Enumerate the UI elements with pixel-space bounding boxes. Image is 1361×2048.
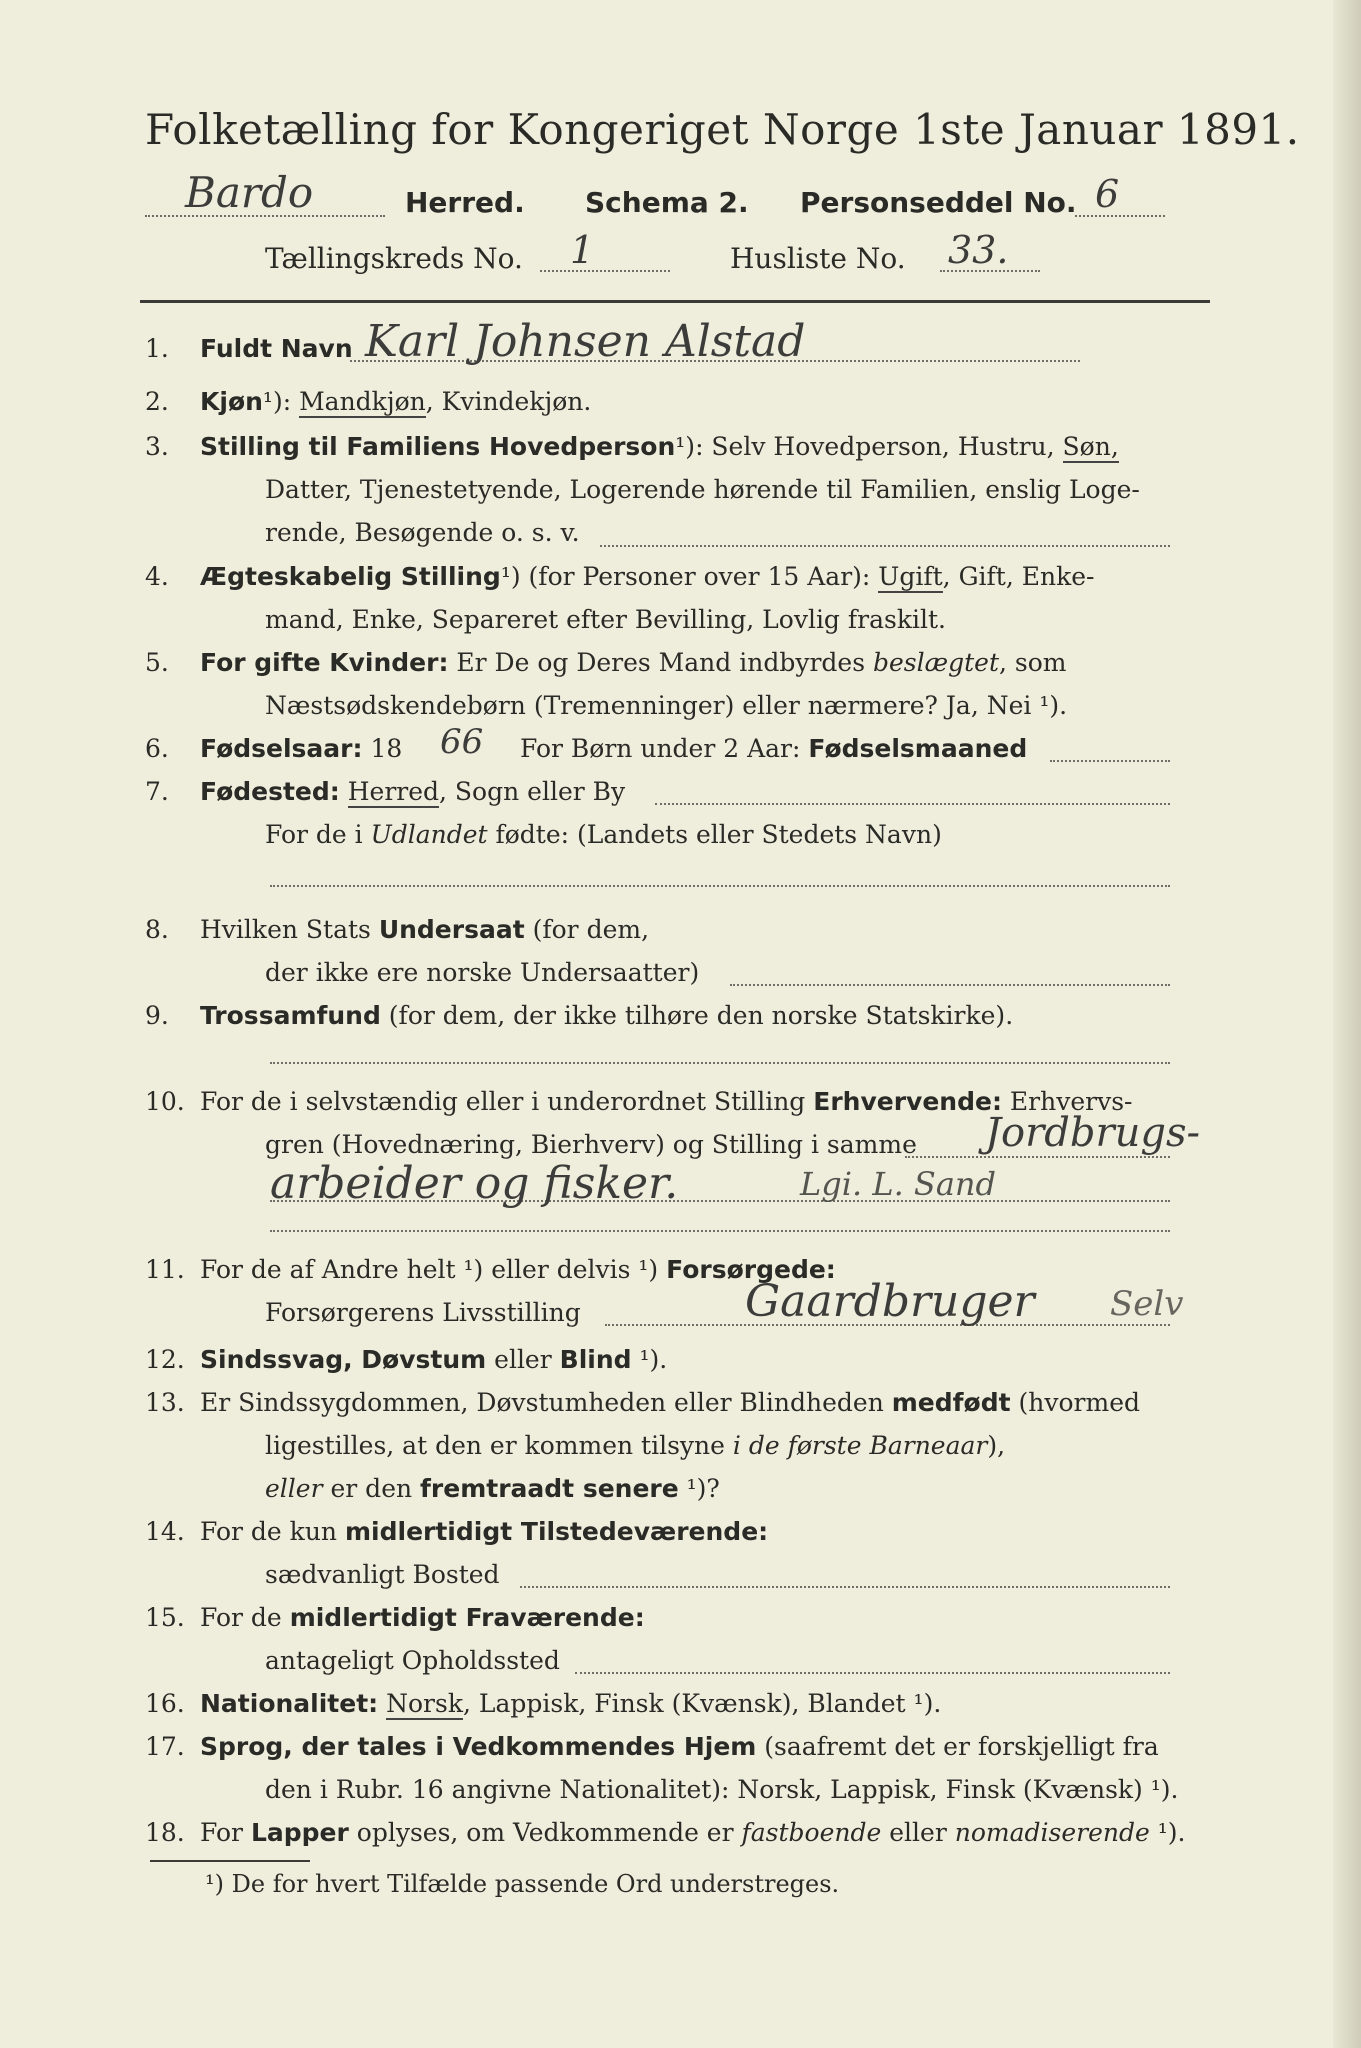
personseddel-label: Personseddel No. — [800, 186, 1077, 219]
question-text: ¹). — [1149, 1818, 1186, 1847]
item-3-line-2: Datter, Tjenestetyende, Logerende hørende til Familien, enslig Loge- — [265, 475, 1140, 504]
item-14 — [145, 1517, 768, 1547]
occupation-value-2: arbeider og fisker. — [270, 1158, 679, 1209]
occupation-value-3: Lgi. L. Sand — [800, 1165, 996, 1203]
selected-option: Ugift — [878, 562, 943, 591]
item-3-dotted-line — [600, 545, 1170, 547]
option-text: , Gift, Enke- — [942, 562, 1095, 591]
page-edge — [1333, 0, 1361, 2048]
item-8-line-2: der ikke ere norske Undersaatter) — [265, 958, 700, 987]
field-label: fremtraadt senere — [420, 1474, 679, 1503]
item-1 — [145, 334, 353, 364]
item-10-line-2: gren (Hovednæring, Bierhverv) og Stilling i samme — [265, 1130, 917, 1159]
footnote-mark: ¹) — [675, 432, 696, 461]
question-text: eller — [881, 1818, 955, 1847]
question-text: oplyses, om Vedkommende er — [348, 1818, 742, 1847]
question-text: Hvilken Stats — [200, 915, 379, 944]
selected-option: Mandkjøn — [299, 387, 426, 416]
item-13-line-2 — [145, 1431, 1005, 1461]
herred-value: Bardo — [185, 168, 314, 217]
item-3 — [145, 432, 1119, 462]
item-number: 3. — [145, 432, 169, 461]
occupation-value-1: Jordbrugs- — [985, 1110, 1200, 1156]
item-11-line-2: Forsørgerens Livsstilling — [265, 1298, 581, 1327]
emphasis-text: Udlandet — [370, 820, 488, 849]
item-number: 15. — [145, 1603, 185, 1632]
field-label: Stilling til Familiens Hovedperson — [200, 432, 676, 461]
item-4 — [145, 562, 1094, 592]
question-text: For de kun — [200, 1517, 345, 1546]
year-prefix: 18 — [362, 734, 403, 763]
item-number: 12. — [145, 1345, 185, 1374]
kreds-dotted-line — [540, 270, 670, 272]
emphasis-text: beslægtet — [873, 648, 1000, 677]
item-number: 10. — [145, 1087, 185, 1116]
question-text: fødte: (Landets eller Stedets Navn) — [487, 820, 942, 849]
question-text: eller — [486, 1345, 560, 1374]
option-text: , Sogn eller By — [439, 777, 626, 806]
husliste-label: Husliste No. — [730, 242, 906, 275]
question-text: For de i — [265, 820, 371, 849]
field-label: Trossamfund — [200, 1001, 381, 1030]
item-13-line-3 — [145, 1474, 720, 1504]
item-9 — [145, 1001, 1013, 1031]
item-11 — [145, 1255, 836, 1285]
field-label: Ægteskabelig Stilling — [200, 562, 501, 591]
question-text: For — [200, 1818, 251, 1847]
birthplace-dotted-line — [655, 803, 1170, 805]
field-label: medfødt — [891, 1388, 1011, 1417]
item-number: 8. — [145, 915, 169, 944]
personseddel-value: 6 — [1095, 172, 1120, 216]
birth-year-value: 66 — [440, 722, 484, 762]
field-label: Kjøn — [200, 387, 263, 416]
option-text: : Selv Hovedperson, Hustru, — [695, 432, 1063, 461]
question-text: For de af Andre helt ¹) eller delvis ¹) — [200, 1255, 667, 1284]
field-label: Undersaat — [378, 915, 525, 944]
question-text: (for dem, der ikke tilhøre den norske Statskirke). — [380, 1001, 1014, 1030]
question-text: ¹). — [631, 1345, 668, 1374]
field-label: Fødselsaar: — [200, 734, 363, 763]
option-text: , Kvindekjøn. — [425, 387, 592, 416]
item-8 — [145, 915, 649, 945]
field-label: Sindssvag, Døvstum — [200, 1345, 487, 1374]
selected-option: Herred — [347, 777, 440, 806]
citizenship-dotted-line — [730, 984, 1170, 986]
emphasis-text: fastboende — [741, 1818, 882, 1847]
question-text: Er De og Deres Mand indbyrdes — [448, 648, 873, 677]
field-label: Nationalitet: — [200, 1689, 379, 1718]
item-18 — [145, 1818, 1185, 1848]
foreign-birthplace-dotted-line — [270, 885, 1170, 887]
question-text: , som — [999, 648, 1067, 677]
option-text: , Lappisk, Finsk (Kvænsk), Blandet ¹). — [462, 1689, 942, 1718]
herred-label: Herred. — [405, 186, 525, 219]
item-number: 9. — [145, 1001, 169, 1030]
husliste-value: 33. — [948, 228, 1009, 272]
emphasis-text: nomadiserende — [954, 1818, 1150, 1847]
question-text: Er Sindssygdommen, Døvstumheden eller Blindheden — [200, 1388, 892, 1417]
item-4-line-2: mand, Enke, Separeret efter Bevilling, Lovlig fraskilt. — [265, 605, 946, 634]
item-6-under-2 — [520, 734, 1027, 764]
residence-dotted-line — [520, 1586, 1170, 1588]
footnote: ¹) De for hvert Tilfælde passende Ord understreges. — [205, 1870, 840, 1898]
header-rule — [140, 300, 1210, 303]
item-number: 11. — [145, 1255, 185, 1284]
footnote-rule — [150, 1860, 310, 1862]
question-text: For de — [200, 1603, 290, 1632]
item-17 — [145, 1732, 1159, 1762]
field-label: Blind — [559, 1345, 632, 1374]
item-number: 7. — [145, 777, 169, 806]
full-name-value: Karl Johnsen Alstad — [365, 316, 806, 367]
field-label: Fødested: — [200, 777, 340, 806]
field-label: For gifte Kvinder: — [200, 648, 449, 677]
field-label: Fødselsmaaned — [808, 734, 1028, 763]
item-number: 1. — [145, 334, 169, 363]
item-17-line-2: den i Rubr. 16 angivne Nationalitet): Norsk, Lappisk, Finsk (Kvænsk) ¹). — [265, 1775, 1179, 1804]
field-label: midlertidigt Fraværende: — [289, 1603, 645, 1632]
item-13 — [145, 1388, 1140, 1418]
question-text: ), — [987, 1431, 1006, 1460]
item-number: 2. — [145, 387, 169, 416]
item-number: 17. — [145, 1732, 185, 1761]
item-3-line-3: rende, Besøgende o. s. v. — [265, 518, 580, 547]
question-text: er den — [322, 1474, 421, 1503]
occupation-dotted-line-3 — [270, 1230, 1170, 1232]
form-title: Folketælling for Kongeriget Norge 1ste Januar 1891. — [145, 105, 1300, 154]
provider-note-value: Selv — [1110, 1284, 1184, 1324]
item-number: 4. — [145, 562, 169, 591]
question-text: ligestilles, at den er kommen tilsyne — [265, 1431, 733, 1460]
item-number: 6. — [145, 734, 169, 763]
item-12 — [145, 1345, 667, 1375]
provider-occupation-value: Gaardbruger — [745, 1276, 1035, 1327]
item-15-line-2: antageligt Opholdssted — [265, 1646, 560, 1675]
religion-dotted-line — [270, 1062, 1170, 1064]
selected-option: Norsk — [386, 1689, 463, 1718]
item-number: 14. — [145, 1517, 185, 1546]
field-label: Sprog, der tales i Vedkommendes Hjem — [200, 1732, 757, 1761]
selected-option: Søn, — [1062, 432, 1119, 461]
footnote-mark: ¹) — [500, 562, 521, 591]
question-text: (saafremt det er forskjelligt fra — [756, 1732, 1159, 1761]
question-text: ¹)? — [678, 1474, 720, 1503]
question-text: For Børn under 2 Aar: — [520, 734, 809, 763]
footnote-mark: ¹) — [262, 387, 283, 416]
question-text: For de i selvstændig eller i underordnet Stilling — [200, 1087, 814, 1116]
question-text: Erhvervs- — [1001, 1087, 1133, 1116]
item-number: 16. — [145, 1689, 185, 1718]
field-label: Forsørgede: — [666, 1255, 836, 1284]
emphasis-text: eller — [265, 1474, 323, 1503]
item-6 — [145, 734, 402, 764]
stay-place-dotted-line — [575, 1672, 1170, 1674]
item-16 — [145, 1689, 941, 1719]
item-7 — [145, 777, 625, 807]
occupation-dotted-line-1 — [905, 1156, 1170, 1158]
item-5 — [145, 648, 1067, 678]
field-label: midlertidigt Tilstedeværende: — [344, 1517, 769, 1546]
item-number: 18. — [145, 1818, 185, 1847]
kreds-value: 1 — [570, 228, 595, 272]
question-text: (hvormed — [1010, 1388, 1140, 1417]
option-text: (for Personer over 15 Aar): — [520, 562, 879, 591]
item-number: 5. — [145, 648, 169, 677]
field-label: Lapper — [250, 1818, 349, 1847]
field-label: Fuldt Navn — [200, 334, 353, 363]
field-label: Erhvervende: — [813, 1087, 1002, 1116]
schema-label: Schema 2. — [585, 186, 749, 219]
item-2: 2. Kjøn¹): Mandkjøn, Kvindekjøn. — [145, 387, 592, 416]
emphasis-text: i de første Barneaar — [732, 1431, 988, 1460]
item-7-line-2 — [145, 820, 942, 850]
item-number: 13. — [145, 1388, 185, 1417]
item-15 — [145, 1603, 645, 1633]
item-14-line-2: sædvanligt Bosted — [265, 1560, 500, 1589]
kreds-label: Tællingskreds No. — [265, 242, 523, 275]
item-5-line-2: Næstsødskendebørn (Tremenninger) eller nærmere? Ja, Nei ¹). — [265, 691, 1068, 720]
birth-month-dotted-line — [1050, 760, 1170, 762]
personseddel-dotted-line — [1075, 215, 1165, 217]
question-text: (for dem, — [524, 915, 650, 944]
